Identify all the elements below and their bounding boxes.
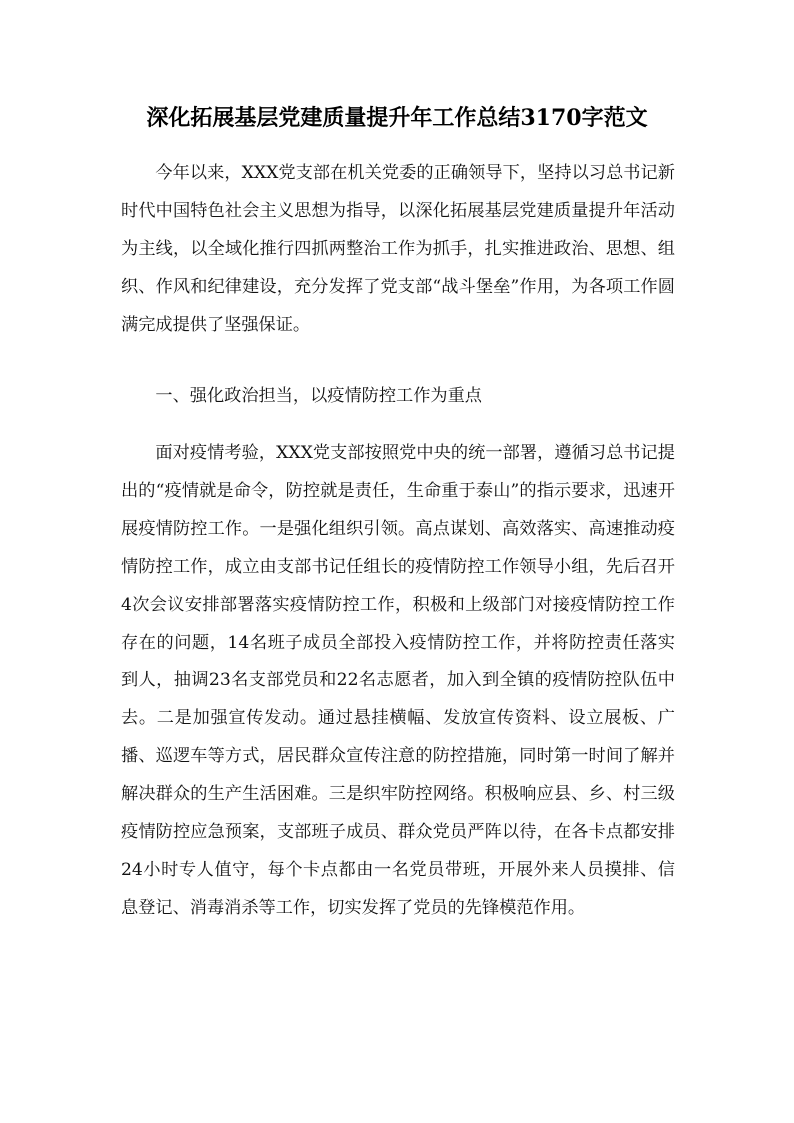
intro-paragraph: 今年以来，XXX党支部在机关党委的正确领导下，坚持以习总书记新时代中国特色社会主义思想为指导，以深化拓展基层党建质量提升年活动为主线，以全域化推行四抓两整治工作为抓手，扎实推进政治、思想、组织、作风和纪律建设，充分发挥了党支部“战斗堡垒”作用，为各项工作圆满完成提供了坚强保证。 <box>121 163 675 335</box>
document-title: 深化拓展基层党建质量提升年工作总结3170字范文 <box>146 105 648 131</box>
section-body-paragraph: 面对疫情考验，XXX党支部按照党中央的统一部署，遵循习总书记提出的“疫情就是命令，防控就是责任，生命重于泰山”的指示要求，迅速开展疫情防控工作。一是强化组织引领。高点谋划、高效落实、高速推动疫情防控工作，成立由支部书记任组长的疫情防控工作领导小组，先后召开4次会议安排部署落实疫情防控工作，积极和上级部门对接疫情防控工作存在的问题，14名班子成员全部投入疫情防控工作，并将防控责任落实到人，抽调23名支部党员和22名志愿者，加入到全镇的疫情防控队伍中去。二是加强宣传发动。通过悬挂横幅、发放宣传资料、设立展板、广播、巡逻车等方式，居民群众宣传注意的防控措施，同时第一时间了解并解决群众的生产生活困难。三是织牢防控网络。积极响应县、乡、村三级疫情防控应急预案，支部班子成员、群众党员严阵以待，在各卡点都安排24小时专人值守，每个卡点都由一名党员带班，开展外来人员摸排、信息登记、消毒消杀等工作，切实发挥了党员的先锋模范作用。 <box>121 443 675 918</box>
section-heading: 一、强化政治担当，以疫情防控工作为重点 <box>155 386 482 406</box>
